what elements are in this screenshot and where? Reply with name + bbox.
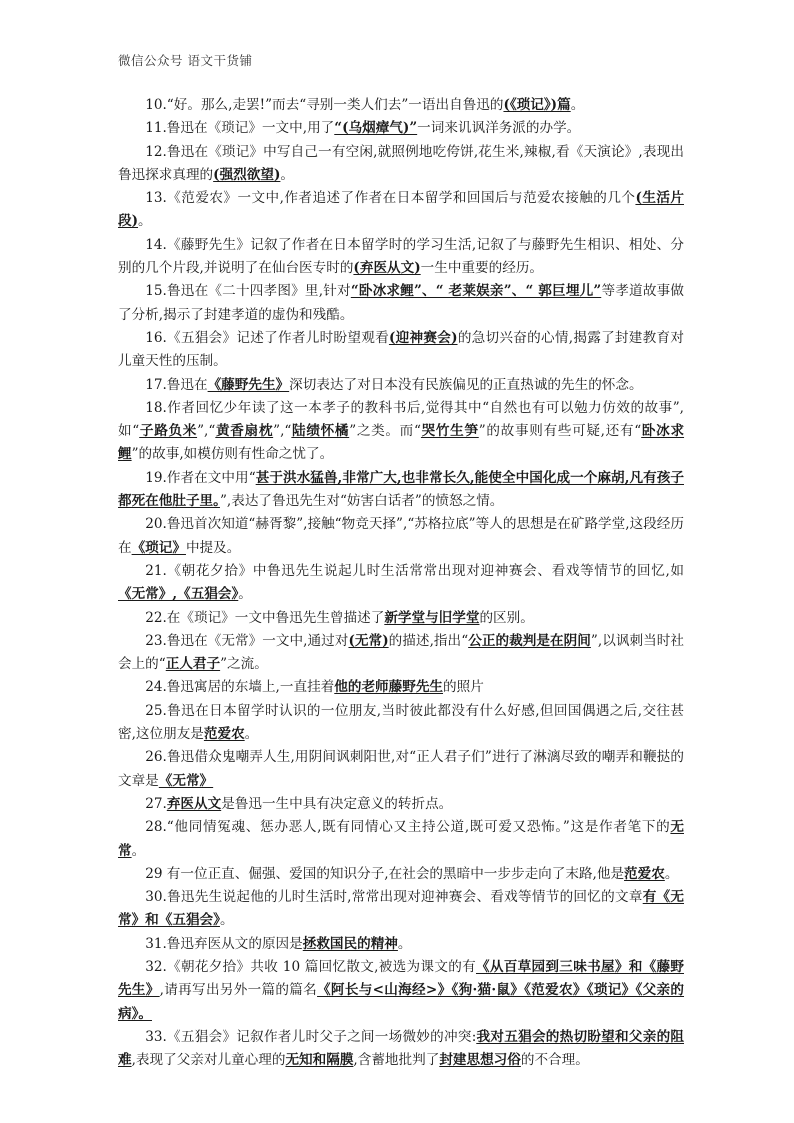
item-25 xyxy=(118,700,684,747)
question-text: 30.鲁迅先生说起他的儿时生活时,常常出现对迎神赛会、看戏等情节的回忆的文章 xyxy=(145,889,643,906)
question-text: 11.鲁迅在《琐记》一文中,用了 xyxy=(145,120,335,137)
answer-text: (迎神赛会) xyxy=(388,329,458,346)
item-17 xyxy=(118,374,684,397)
question-text: 。 xyxy=(397,935,412,952)
question-text: 15.鲁迅在《二十四孝图》里,针对 xyxy=(145,283,351,300)
answer-text: 拯救国民的精神 xyxy=(302,935,398,952)
question-text: 18.作者回忆少年读了这一本孝子的教科书后,觉得其中“自然也有可以勉力仿效的故事”,如“ xyxy=(118,399,684,440)
item-19 xyxy=(118,467,684,514)
question-text: ,表现了父亲对儿童心理的 xyxy=(131,1052,286,1069)
answer-text: 正人君子 xyxy=(165,656,221,673)
answer-text: (强烈欲望) xyxy=(213,166,281,183)
question-text: 32.《朝花夕拾》共收 10 篇回忆散文,被选为课文的有 xyxy=(145,958,476,975)
question-text: 一词来讥讽洋务派的办学。 xyxy=(417,120,581,137)
question-text: 21.《朝花夕拾》中鲁迅先生说起儿时生活常常出现对迎神赛会、看戏等情节的回忆,如 xyxy=(145,562,684,579)
item-18 xyxy=(118,397,684,467)
answer-text: 子路负米 xyxy=(139,423,198,440)
question-text: ”的故事则有些可疑,还有“ xyxy=(478,423,642,440)
answer-text: 新学堂与旧学堂 xyxy=(384,609,480,626)
question-list xyxy=(118,94,684,1072)
question-text: 。 xyxy=(131,842,146,859)
question-text: ”,“ xyxy=(273,423,292,440)
item-24 xyxy=(118,676,684,699)
question-text: 的区别。 xyxy=(479,609,534,626)
answer-text: 无知和隔膜 xyxy=(285,1052,354,1069)
answer-text: “(乌烟瘴气)” xyxy=(334,120,418,137)
question-text: 的描述,指出“ xyxy=(388,632,469,649)
answer-text: “卧冰求鲤”、“ 老莱娱亲”、“ 郭巨埋儿” xyxy=(350,283,602,300)
question-text: 24.鲁迅寓居的东墙上,一直挂着 xyxy=(145,679,335,696)
answer-text: 范爱农 xyxy=(624,865,665,882)
answer-text: (无常) xyxy=(348,632,389,649)
question-text: 22.在《琐记》一文中鲁迅先生曾描述了 xyxy=(145,609,385,626)
item-16 xyxy=(118,327,684,374)
page-header: 微信公众号 语文干货铺 xyxy=(118,53,253,68)
answer-text: 《藤野先生》 xyxy=(207,376,290,393)
question-text: 13.《范爱农》一文中,作者追述了作者在日本留学和回国后与范爱农接触的几个 xyxy=(145,190,636,207)
item-15 xyxy=(118,280,684,327)
question-text: 23.鲁迅在《无常》一文中,通过对 xyxy=(145,632,349,649)
answer-text: 陆绩怀橘 xyxy=(291,423,350,440)
item-21 xyxy=(118,560,684,607)
answer-text: 甚于洪水猛兽,非常广大,也非常长久,能使全中国化成一个麻胡,凡有孩子都死在他肚子里。 xyxy=(118,469,684,510)
answer-text: 《从百草园到三味书屋》和《藤野先生》 xyxy=(118,958,684,999)
question-text: 。 xyxy=(570,97,585,113)
question-text: 。 xyxy=(280,166,294,183)
answer-text: 公正的裁判是在阴间 xyxy=(468,632,591,649)
item-33 xyxy=(118,1026,684,1073)
question-text: ”,“ xyxy=(197,423,216,440)
answer-text: 《无常》,《五猖会》 xyxy=(118,586,239,603)
question-text: 29 有一位正直、倔强、爱国的知识分子,在社会的黑暗中一步步走向了末路,他是 xyxy=(145,865,625,882)
item-28 xyxy=(118,816,684,863)
question-text: 等孝道故事做了分析,揭示了封建孝道的虚伪和残酷。 xyxy=(118,283,684,323)
question-text: 。 xyxy=(138,213,152,230)
question-text: 19.作者在文中用“ xyxy=(145,469,256,486)
question-text: 33.《五猖会》记叙作者儿时父子之间一场微妙的冲突: xyxy=(145,1028,477,1045)
question-text: ”的故事,如模仿则有性命之忧了。 xyxy=(131,446,334,463)
question-text: 。 xyxy=(664,865,679,882)
answer-text: 黄香扇枕 xyxy=(215,423,274,440)
question-text: 一生中重要的经历。 xyxy=(420,260,544,277)
item-23 xyxy=(118,630,684,677)
question-text: 31.鲁迅弃医从文的原因是 xyxy=(145,935,303,952)
question-text: ”之流。 xyxy=(220,656,268,673)
question-text: 的急切兴奋的心情,揭露了封建教育对儿童天性的压制。 xyxy=(118,329,684,370)
question-text: 。 xyxy=(244,726,259,743)
answer-text: 范爱农 xyxy=(203,726,245,743)
item-27 xyxy=(118,793,684,816)
answer-text: 《无常》 xyxy=(158,772,214,789)
question-text: 20.鲁迅首次知道“赫胥黎”,接触“物竞天择”,“苏格拉底”等人的思想是在矿路学堂,这段经历在 xyxy=(118,516,684,556)
answer-text: 封建思想习俗 xyxy=(439,1052,521,1069)
question-text: 12.鲁迅在《琐记》中写自己一有空闲,就照例地吃侉饼,花生米,辣椒,看《天演论》,表现出鲁迅探求真理的 xyxy=(118,143,684,183)
answer-text: 我对五猖会的热切盼望和父亲的阻难 xyxy=(118,1028,685,1069)
answer-text: 《阿长与<山海经>》《狗·猫·鼠》《范爱农》《琐记》《父亲的病》。 xyxy=(118,982,685,1022)
question-text: 是鲁迅一生中具有决定意义的转折点。 xyxy=(221,795,453,812)
answer-text: (《琐记》)篇 xyxy=(503,97,571,113)
answer-text: 无常 xyxy=(118,819,684,859)
question-text: 16.《五猖会》记述了作者儿时盼望观看 xyxy=(145,329,389,346)
question-text: 14.《藤野先生》记叙了作者在日本留学时的学习生活,记叙了与藤野先生相识、相处、分别的几个片段,并说明了在仙台医专时的 xyxy=(118,236,684,277)
answer-text: 哭竹生笋 xyxy=(420,423,479,440)
answer-text: 卧冰求鲤 xyxy=(118,423,685,463)
answer-text: (生活片段) xyxy=(118,190,684,230)
question-text: 。 xyxy=(219,912,234,929)
question-text: ”,以讽刺当时社会上的“ xyxy=(118,632,684,673)
question-text: ”,表达了鲁迅先生对“妨害白话者”的愤怒之情。 xyxy=(219,493,504,510)
item-22 xyxy=(118,607,684,630)
question-text: 28.“他同情冤魂、惩办恶人,既有同情心又主持公道,既可爱又恐怖。”这是作者笔下的 xyxy=(145,819,671,836)
question-text: 的不合理。 xyxy=(520,1052,589,1069)
item-31 xyxy=(118,933,684,956)
item-14 xyxy=(118,234,684,281)
item-30 xyxy=(118,886,684,933)
item-20 xyxy=(118,513,684,560)
question-text: 17.鲁迅在 xyxy=(145,376,208,393)
question-text: 25.鲁迅在日本留学时认识的一位朋友,当时彼此都没有什么好感,但回国偶遇之后,交往甚密,这位朋友是 xyxy=(118,702,684,743)
question-text: 27. xyxy=(145,795,167,812)
answer-text: 有《无常》和《五猖会》 xyxy=(118,889,685,929)
answer-text: (弃医从文) xyxy=(353,260,421,277)
question-text: 10.“好。那么,走罢!”而去“寻别一类人们去”一语出自鲁迅的 xyxy=(145,97,504,113)
question-text: 中提及。 xyxy=(185,539,241,556)
question-text: 。 xyxy=(238,586,252,603)
question-text: 26.鲁迅借众鬼嘲弄人生,用阴间讽刺阳世,对“正人君子们”进行了淋漓尽致的嘲弄和鞭挞的文章是 xyxy=(118,749,684,789)
question-text: ,请再写出另外一篇的篇名 xyxy=(159,982,318,999)
question-text: ”之类。而“ xyxy=(349,423,421,440)
question-text: 的照片 xyxy=(443,679,484,696)
item-26 xyxy=(118,746,684,793)
item-10 xyxy=(118,94,684,117)
item-29 xyxy=(118,863,684,886)
question-text: ,含蓄地批判了 xyxy=(353,1052,440,1069)
answer-text: 《琐记》 xyxy=(131,539,186,556)
item-11 xyxy=(118,117,684,140)
item-13 xyxy=(118,187,684,234)
question-text: 深切表达了对日本没有民族偏见的正直热诚的先生的怀念。 xyxy=(289,376,643,393)
item-32 xyxy=(118,956,684,1026)
answer-text: 他的老师藤野先生 xyxy=(334,679,444,696)
item-12 xyxy=(118,141,684,188)
answer-text: 弃医从文 xyxy=(166,795,222,812)
